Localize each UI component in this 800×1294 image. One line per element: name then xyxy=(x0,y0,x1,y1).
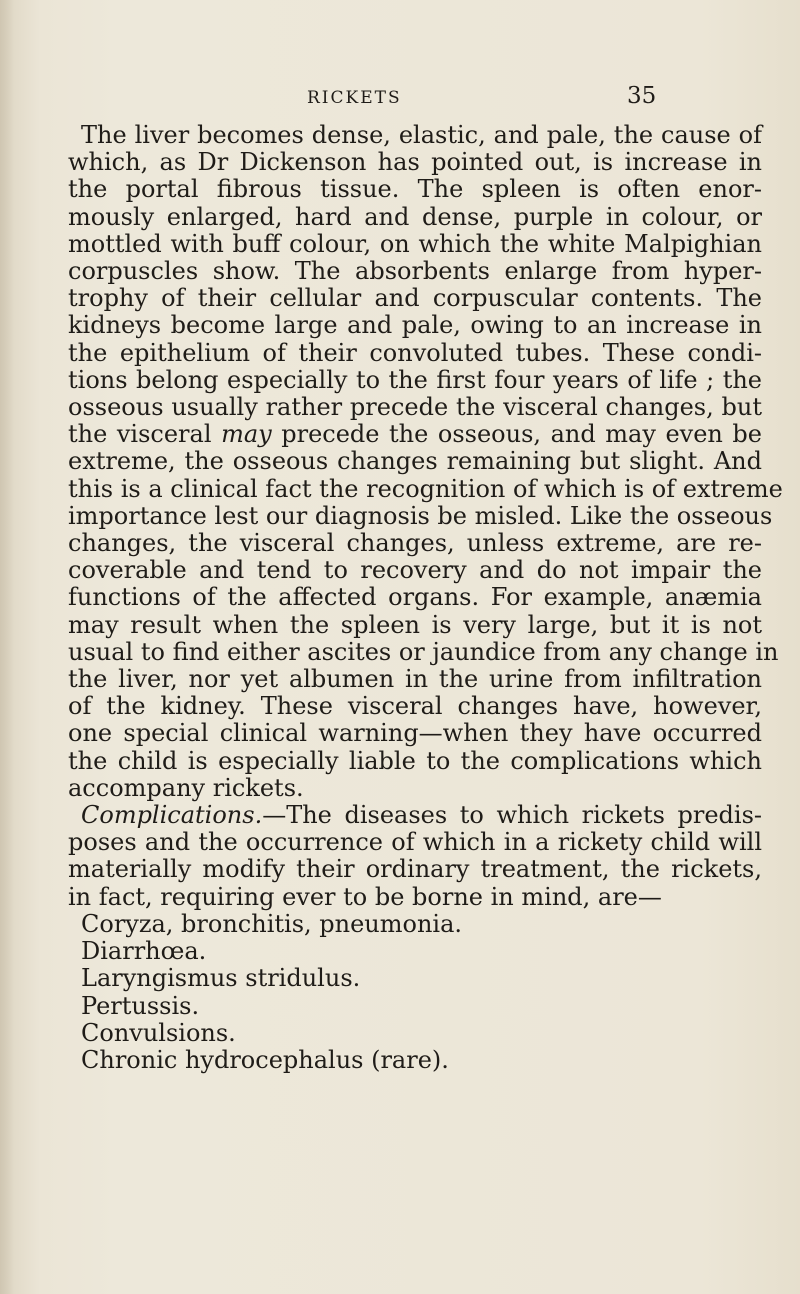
complication-item: Diarrhœa. xyxy=(81,937,207,966)
text-fragment: the visceral xyxy=(68,420,222,449)
text-line: materially modify their ordinary treatment, the rickets, xyxy=(68,855,762,884)
text-line: extreme, the osseous changes remaining but slight. And xyxy=(68,447,762,476)
text-line: of the kidney. These visceral changes have, however, xyxy=(68,692,762,721)
text-line: corpuscles show. The absorbents enlarge from hyper- xyxy=(68,257,762,286)
text-line: this is a clinical fact the recognition of which is of extreme xyxy=(68,474,783,503)
text-line: mottled with buff colour, on which the white Malpighian xyxy=(68,229,762,258)
text-line: which, as Dr Dickenson has pointed out, is increase in xyxy=(68,148,762,177)
text-line: the liver, nor yet albumen in the urine from infiltration xyxy=(68,665,762,694)
section-heading: Complications. xyxy=(81,801,263,830)
text-line: may result when the spleen is very large, but it is not xyxy=(68,610,762,639)
running-head xyxy=(0,83,800,112)
running-title: RICKETS xyxy=(307,88,402,108)
text-fragment: precede the osseous, and may even be xyxy=(271,420,762,449)
page-number: 35 xyxy=(627,83,657,109)
text-fragment: —The diseases to which rickets predis- xyxy=(262,801,762,830)
text-line: the epithelium of their convoluted tubes. These condi- xyxy=(68,338,762,367)
text-line: the child is especially liable to the complications which xyxy=(68,746,762,775)
text-line: functions of the affected organs. For example, anæmia xyxy=(68,583,762,612)
text-line: tions belong especially to the first four years of life ; the xyxy=(68,365,762,394)
body-text xyxy=(68,121,783,1074)
complication-item: Laryngismus stridulus. xyxy=(81,964,361,993)
complication-item: Convulsions. xyxy=(81,1018,236,1047)
text-line: The liver becomes dense, elastic, and pale, the cause of xyxy=(81,121,762,149)
text-line: accompany rickets. xyxy=(68,773,304,802)
text-line: kidneys become large and pale, owing to an increase in xyxy=(68,311,762,340)
page-gutter-shadow xyxy=(0,0,14,1294)
section-line xyxy=(68,802,762,829)
italic-word: may xyxy=(221,420,272,449)
text-line: mously enlarged, hard and dense, purple in colour, or xyxy=(68,202,762,231)
complication-item: Pertussis. xyxy=(81,991,200,1020)
text-line: importance lest our diagnosis be misled. Like the osseous xyxy=(68,501,773,530)
text-line: coverable and tend to recovery and do not impair the xyxy=(68,556,762,585)
text-line: one special clinical warning—when they have occurred xyxy=(68,719,762,748)
text-line: trophy of their cellular and corpuscular contents. The xyxy=(68,284,762,313)
text-line: osseous usually rather precede the visceral changes, but xyxy=(68,393,762,422)
complication-item: Coryza, bronchitis, pneumonia. xyxy=(81,909,463,938)
text-line: the portal fibrous tissue. The spleen is often enor- xyxy=(68,175,762,204)
text-line: changes, the visceral changes, unless extreme, are re- xyxy=(68,529,762,558)
complication-item: Chronic hydrocephalus (rare). xyxy=(81,1045,449,1074)
text-line: in fact, requiring ever to be borne in mind, are— xyxy=(68,882,662,911)
text-line xyxy=(68,421,762,448)
text-line: poses and the occurrence of which in a rickety child will xyxy=(68,828,762,857)
text-line: usual to find either ascites or jaundice from any change in xyxy=(68,637,779,666)
